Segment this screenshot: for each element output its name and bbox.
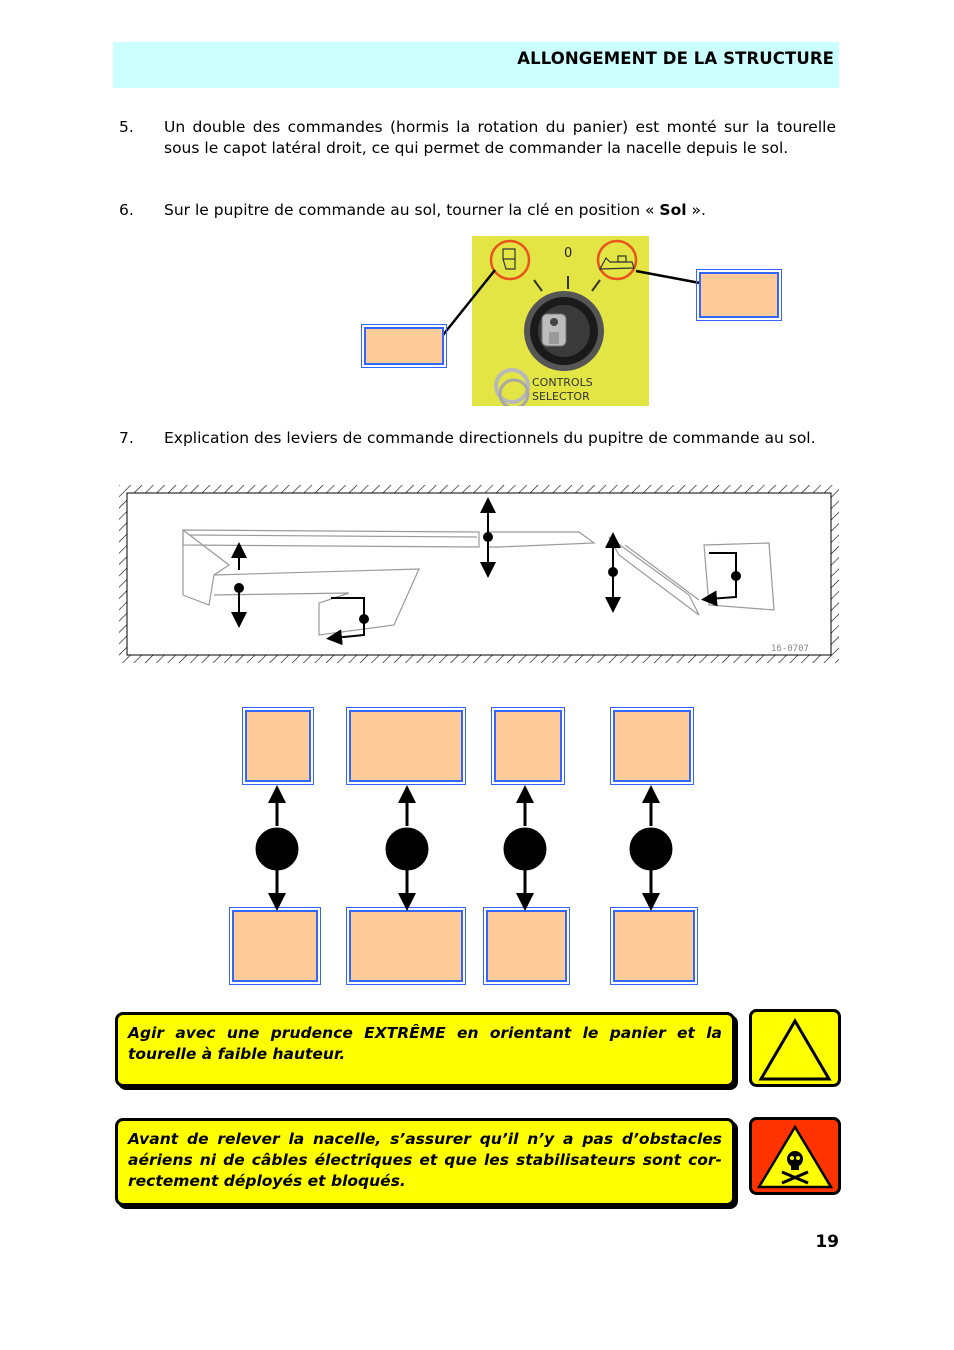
lever-1-symbol	[257, 794, 297, 902]
caution-text: Agir avec une prudence EXTRÊME en orientant le panier et la tourelle à faible hauteur.	[128, 1024, 722, 1063]
lever-4-down-label	[613, 910, 695, 982]
lever-1-down-label	[232, 910, 318, 982]
lever-1-up-label	[245, 710, 311, 782]
page-number: 19	[815, 1232, 839, 1252]
lever-3-down-label	[486, 910, 567, 982]
step-number: 7.	[119, 429, 134, 447]
caution-triangle-icon	[749, 1009, 841, 1087]
step-text: Sur le pupitre de commande au sol, tourner la clé en position « Sol ».	[164, 201, 706, 219]
lever-2-down-label	[349, 910, 463, 982]
lever-3-up-label	[494, 710, 562, 782]
callout-platform-position	[364, 327, 444, 365]
panel-label-controls: CONTROLS	[532, 376, 593, 389]
danger-text: Avant de relever la nacelle, s’assurer qu’il n’y a pas d’obstacles aériens ni de câbles électriques et que les stabilisateurs sont cor-rectement déployés et bloqués.	[128, 1130, 722, 1190]
danger-box	[115, 1118, 735, 1206]
panel-label-selector: SELECTOR	[532, 390, 590, 403]
section-title: ALLONGEMENT DE LA STRUCTURE	[517, 49, 834, 68]
step-text: Un double des commandes (hormis la rotation du panier) est monté sur la tourelle sous le capot latéral droit, ce qui permet de commander la nacelle depuis le sol.	[164, 118, 836, 157]
lever-4-up-label	[613, 710, 691, 782]
callout-ground-position	[699, 272, 779, 318]
caution-box	[115, 1012, 735, 1087]
drawing-reference: 16-0707	[771, 644, 809, 654]
lever-3-symbol	[505, 794, 545, 902]
lever-4-symbol	[631, 794, 671, 902]
lever-2-up-label	[349, 710, 463, 782]
skull-crossbones-icon	[749, 1117, 841, 1195]
step-text: Explication des leviers de commande directionnels du pupitre de commande au sol.	[164, 429, 816, 447]
callout-leaders	[0, 0, 954, 420]
step-number: 6.	[119, 201, 134, 219]
dial-zero-label: 0	[564, 246, 573, 261]
step-number: 5.	[119, 118, 134, 136]
step-7	[119, 428, 836, 449]
lever-2-symbol	[387, 794, 427, 902]
machine-movement-diagram	[119, 485, 839, 663]
